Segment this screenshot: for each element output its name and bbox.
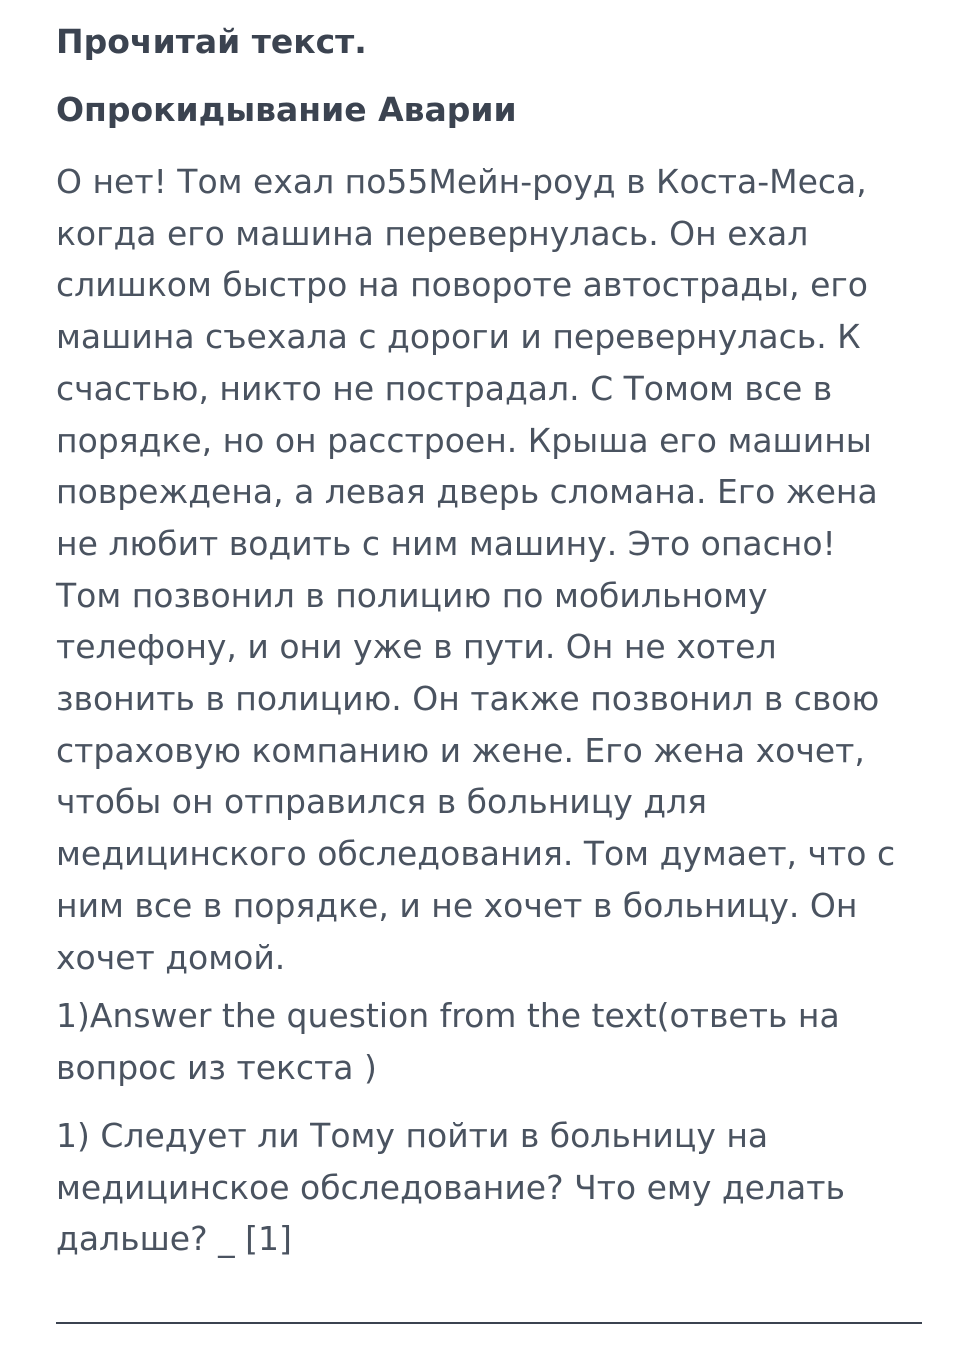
answer-blank-line [56,1322,922,1324]
question-text [56,1110,845,1265]
story-line: страховую компанию и жене. Его жена хочет, [56,730,865,770]
instruction-heading: Прочитай текст. [56,22,367,61]
task-line: вопрос из текста ) [56,1047,377,1087]
story-line: звонить в полицию. Он также позвонил в свою [56,679,880,719]
story-line: О нет! Том ехал по55Мейн-роуд в Коста-Меса, [56,162,867,201]
story-line: хочет домой. [56,937,286,977]
question-line: 1) Следует ли Тому пойти в больницу на [56,1116,769,1155]
story-line: телефону, и они уже в пути. Он не хотел [56,627,777,667]
story-line: Том позвонил в полицию по мобильному [56,575,768,615]
question-line: медицинское обследование? Что ему делать [56,1167,845,1207]
task-line: 1)Answer the question from the text(ответь на [56,996,840,1035]
story-line: порядке, но он расстроен. Крыша его машины [56,420,872,460]
story-line: чтобы он отправился в больницу для [56,782,707,822]
story-line: когда его машина перевернулась. Он ехал [56,213,809,253]
question-line: дальше? _ [1] [56,1219,292,1259]
story-title: Опрокидывание Аварии [56,90,517,129]
task-instruction [56,990,840,1093]
story-line: не любит водить с ним машину. Это опасно! [56,523,836,563]
story-line: счастью, никто не пострадал. С Томом все в [56,368,833,408]
story-text [56,156,895,983]
story-line: слишком быстро на повороте автострады, его [56,265,868,305]
story-line: медицинского обследования. Том думает, что с [56,834,896,874]
story-line: повреждена, а левая дверь сломана. Его жена [56,472,878,512]
story-line: ним все в порядке, и не хочет в больницу. Он [56,885,858,925]
story-line: машина съехала с дороги и перевернулась. К [56,317,861,357]
